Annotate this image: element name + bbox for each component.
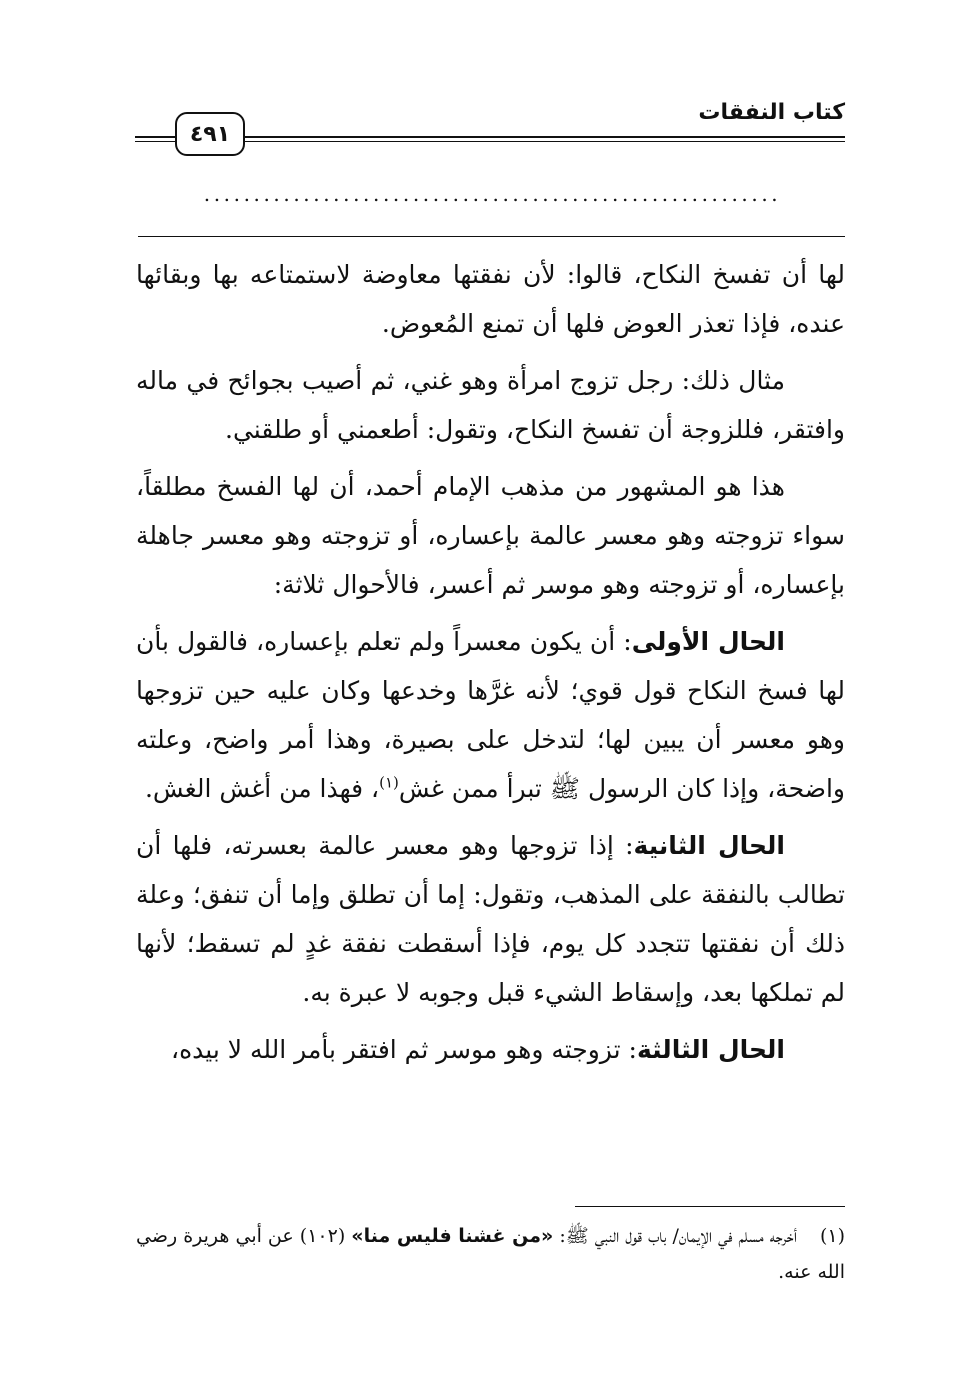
footnote xyxy=(136,1218,845,1290)
paragraph-6 xyxy=(136,1025,845,1074)
paragraph-3: هذا هو المشهور من مذهب الإمام أحمد، أن لها الفسخ مطلقاً، سواء تزوجته وهو معسر عالمة بإعساره، أو تزوجته وهو معسر جاهلة بإعساره، أو تزوجته وهو موسر ثم أعسر، فالأحوال ثلاثة: xyxy=(136,472,845,599)
paragraph-4 xyxy=(136,617,845,813)
paragraph-5 xyxy=(136,821,845,1017)
footnote-hadith-quote: «من غشنا فليس منا» xyxy=(351,1225,554,1247)
case-two-text: : إذا تزوجها وهو معسر عالمة بعسرته، فلها أن تطالب بالنفقة على المذهب، وتقول: إما أن تطلق وإما أن تنفق؛ وعلة ذلك أن نفقتها تتجدد كل يوم، فإذا أسقطت نفقة غدٍ لم تسقط؛ لأنها لم تملكها بعد، وإسقاط الشيء قبل وجوبه لا عبرة به. xyxy=(136,831,845,1007)
case-three-text: : تزوجته وهو موسر ثم افتقر بأمر الله لا بيده، xyxy=(171,1035,637,1064)
paragraph-1: لها أن تفسخ النكاح، قالوا: لأن نفقتها معاوضة لاستمتاعه بها وبقائها عنده، فإذا تعذر العوض فلها أن تمنع المُعوض. xyxy=(136,260,845,338)
paragraph-2: مثال ذلك: رجل تزوج امرأة وهو غني، ثم أصيب بجوائح في ماله وافتقر، فللزوجة أن تفسخ النكاح، وتقول: أطعمني أو طلقني. xyxy=(136,366,845,444)
footnote-rule xyxy=(575,1206,845,1207)
case-two-label: الحال الثانية xyxy=(633,831,786,860)
content-top-rule xyxy=(138,236,845,237)
header-rule-left xyxy=(135,136,175,142)
body-text xyxy=(136,250,845,1082)
case-three-label: الحال الثالثة xyxy=(636,1035,785,1064)
case-one-tail: ، فهذا من أغش الغش. xyxy=(144,774,380,803)
footnote-reference[interactable]: (١) xyxy=(379,773,399,792)
book-title: كتاب النفقات xyxy=(698,100,845,125)
footnote-text-before: أخرجه مسلم في الإيمان/ باب قول النبي ﷺ: xyxy=(553,1225,798,1247)
footnote-text-after: (١٠٢) عن أبي هريرة رضي الله عنه. xyxy=(136,1225,845,1283)
case-one-text: : أن يكون معسراً ولم تعلم بإعساره، فالقول بأن لها فسخ النكاح قول قوي؛ لأنه غرَّها وخدعها وكان عليه حين تزوجها وهو معسر أن يبين لها؛ لتدخل على بصيرة، وهذا أمر واضح، وعلته واضحة، وإذا كان الرسول ﷺ تبرأ ممن غش xyxy=(136,627,845,803)
header-rule xyxy=(243,136,845,142)
case-one-label: الحال الأولى xyxy=(631,627,786,656)
page-number: ٤٩١ xyxy=(175,112,245,156)
footnote-number: (١) xyxy=(819,1225,846,1247)
dotted-separator: .......................................................... xyxy=(203,182,782,206)
